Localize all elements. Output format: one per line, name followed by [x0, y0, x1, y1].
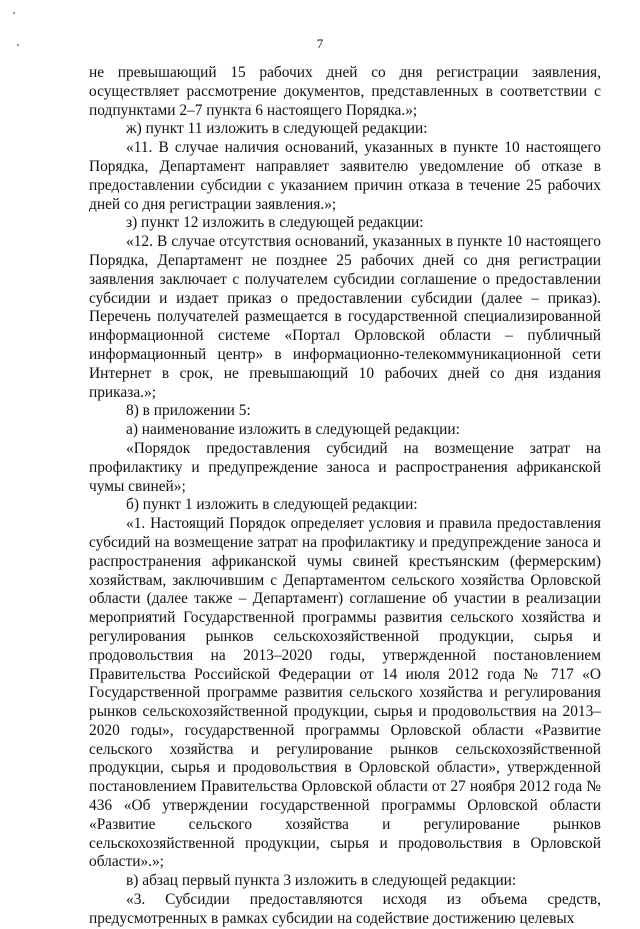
- paragraph-point-1: «1. Настоящий Порядок определяет условия и правила предоставления субсидий на возмещение затрат на профилактику и предупреждение заноса и распространения африканской чумы свиней крестьянским (фермерским) хозяйствам, заключившим с Департаментом сельского хозяйства Орловской области (далее также – Департамент) соглашение об участии в реализации мероприятий Государственной программы развития сельского хозяйства и регулирования рынков сельскохозяйственной продукции, сырья и продовольствия на 2013–2020 годы, утвержденной постановлением Правительства Российской Федерации от 14 июля 2012 года № 717 «О Государственной программе развития сельского хозяйства и регулирования рынков сельскохозяйственной продукции, сырья и продовольствия на 2013–2020 годы», государственной программы Орловской области «Развитие сельского хозяйства и регулирование рынков сельскохозяйственной продукции, сырья и продовольствия в Орловской области», утвержденной постановлением Правительства Орловской области от 27 ноября 2012 года № 436 «Об утверждении государственной программы Орловской области «Развитие сельского хозяйства и регулирование рынков сельскохозяйственной продукции, сырья и продовольствия в Орловской области».»;: [89, 515, 601, 871]
- paragraph-item-8: 8) в приложении 5:: [126, 402, 251, 420]
- scan-speck: [13, 12, 15, 14]
- paragraph-item-a: а) наименование изложить в следующей редакции:: [126, 421, 460, 439]
- paragraph-continuation: не превышающий 15 рабочих дней со дня регистрации заявления, осуществляет рассмотрение документов, представленных в соответствии с подпунктами 2–7 пункта 6 настоящего Порядка.»;: [89, 64, 601, 119]
- document-body: [89, 64, 601, 929]
- paragraph-point-12: «12. В случае отсутствия оснований, указанных в пункте 10 настоящего Порядка, Департамент не позднее 25 рабочих дней со дня регистрации заявления заключает с получателем субсидии соглашение о предоставлении субсидии и издает приказ о предоставлении субсидии (далее – приказ). Перечень получателей размещается в государственной специализированной информационной системе «Портал Орловской области – публичный информационный центр» в информационно-телекоммуникационной сети Интернет в срок, не превышающий 10 рабочих дней со дня издания приказа.»;: [89, 233, 601, 401]
- paragraph-item-v: в) абзац первый пункта 3 изложить в следующей редакции:: [126, 872, 517, 890]
- paragraph-item-zh: ж) пункт 11 изложить в следующей редакции:: [126, 120, 428, 138]
- paragraph-point-3: «3. Субсидии предоставляются исходя из объема средств, предусмотренных в рамках субсидии на содействие достижению целевых: [89, 891, 601, 927]
- paragraph-title-quote: «Порядок предоставления субсидий на возмещение затрат на профилактику и предупреждение заноса и распространения африканской чумы свиней»;: [89, 439, 601, 495]
- paragraph-item-z: з) пункт 12 изложить в следующей редакции:: [126, 214, 424, 232]
- paragraph-point-11: «11. В случае наличия оснований, указанных в пункте 10 настоящего Порядка, Департамент направляет заявителю уведомление об отказе в предоставлении субсидии с указанием причин отказа в течение 25 рабочих дней со дня регистрации заявления.»;: [89, 139, 601, 213]
- paragraph-item-b: б) пункт 1 изложить в следующей редакции:: [126, 496, 418, 514]
- page-number: 7: [316, 36, 324, 51]
